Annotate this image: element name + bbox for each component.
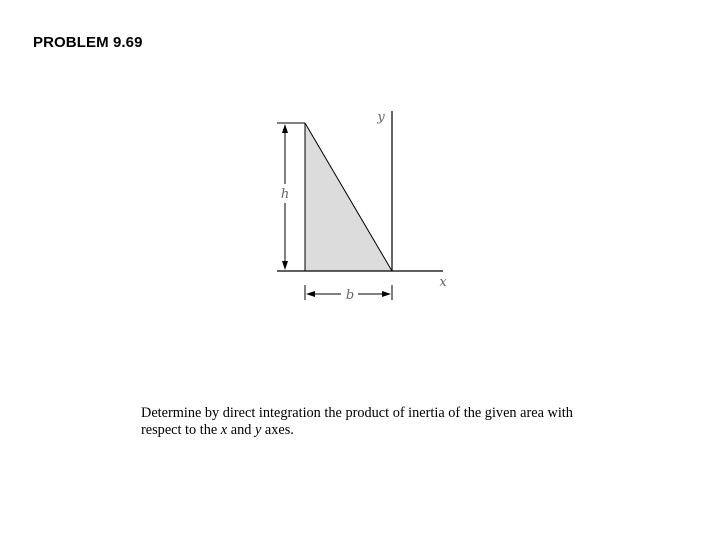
- base-arrow-right: [382, 291, 391, 297]
- base-label: b: [345, 288, 355, 303]
- statement-var-y: y: [254, 422, 262, 438]
- problem-statement: [141, 405, 611, 439]
- statement-text-1: Determine by direct integration the product of inertia of the given area with respect to the: [141, 405, 573, 438]
- statement-text-2: and: [227, 422, 255, 438]
- height-arrow-up: [282, 124, 288, 133]
- base-arrow-left: [306, 291, 315, 297]
- problem-title: PROBLEM 9.69: [33, 34, 143, 51]
- height-label: h: [280, 187, 290, 202]
- y-axis-label: y: [377, 110, 385, 125]
- height-arrow-down: [282, 261, 288, 270]
- statement-text-3: axes.: [261, 422, 294, 438]
- statement-var-x: x: [220, 422, 228, 438]
- x-axis-label: x: [439, 275, 447, 290]
